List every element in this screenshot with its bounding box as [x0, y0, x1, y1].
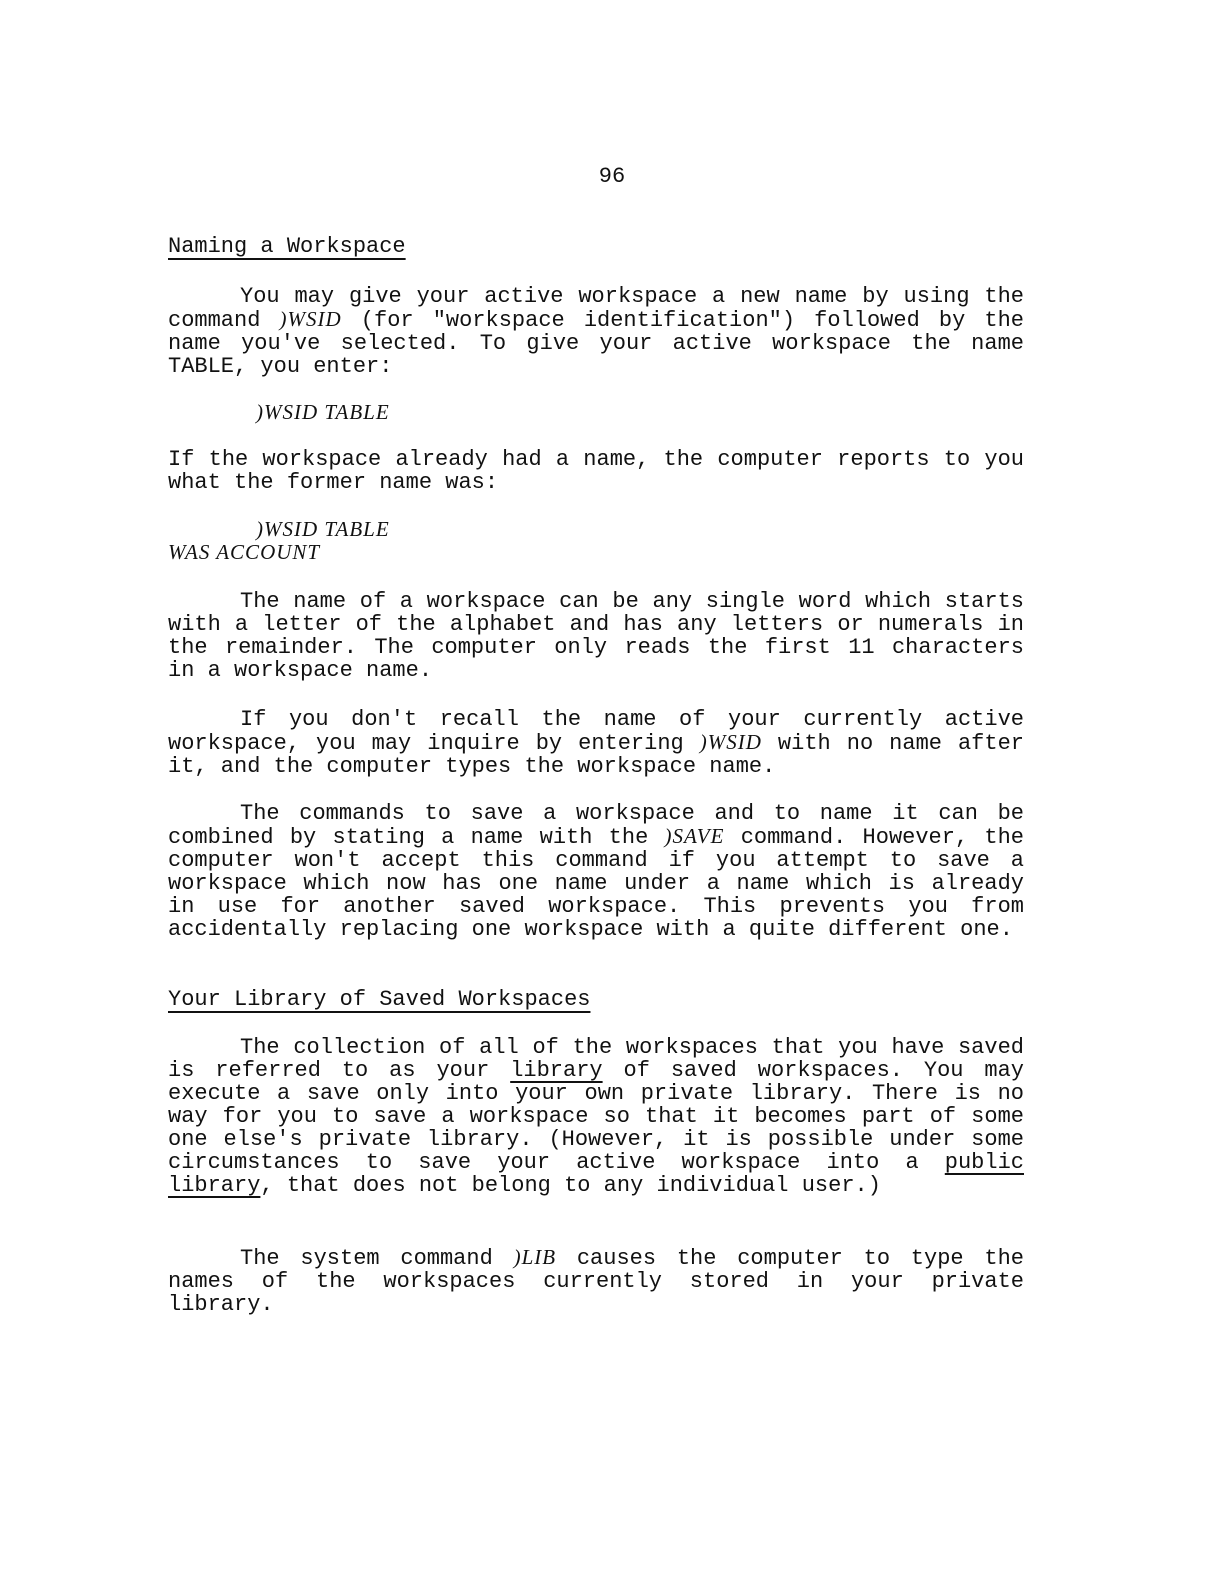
command-wsid: )WSID — [699, 730, 762, 754]
page-number: 96 — [598, 164, 626, 189]
paragraph-inquire-name: If you don't recall the name of your currently active workspace, you may inquire by entering )WSID with no name after it, and the computer types the workspace name. — [168, 707, 1024, 779]
example-response-line: WAS ACCOUNT — [168, 540, 321, 564]
paragraph-name-rules: The name of a workspace can be any single word which starts with a letter of the alphabet and has any letters or numerals in the remainder. The computer only reads the first 11 characters in a workspace name. — [168, 589, 1024, 683]
paragraph-wsid-intro: You may give your active workspace a new name by using the command )WSID (for "workspace identification") followed by the name you've selected. To give your active workspace the name TABLE, you enter: — [168, 284, 1025, 379]
command-save: )SAVE — [664, 824, 725, 848]
heading-library-saved-workspaces: Your Library of Saved Workspaces — [168, 987, 591, 1012]
term-library: library — [510, 1058, 603, 1083]
paragraph-lib-command: The system command )LIB causes the computer to type the names of the workspaces currently stored in your private library. — [168, 1245, 1025, 1317]
command-wsid: )WSID — [279, 307, 342, 331]
heading-naming-workspace: Naming a Workspace — [168, 234, 406, 259]
command-lib: )LIB — [513, 1245, 557, 1269]
paragraph-library-definition: The collection of all of the workspaces that you have saved is referred to as your library of saved workspaces. You may execute a save only into your own private library. There is no way for you to save a workspace so that it becomes part of some one else's private library. (However, it is possible under some circumstances to save your active workspace into a public library, that does not belong to any individual user.) — [168, 1035, 1024, 1198]
paragraph-save-and-name: The commands to save a workspace and to name it can be combined by stating a name with the )SAVE command. However, the computer won't accept this command if you attempt to save a workspace which now has one name under a name which is already in use for another saved workspace. This prevents you from accidentally replacing one workspace with a quite different one. — [168, 801, 1024, 942]
example-wsid-output — [168, 518, 1024, 564]
example-command-line: )WSID TABLE — [256, 517, 390, 541]
term-public-library: public library — [168, 1150, 1024, 1198]
paragraph-former-name: If the workspace already had a name, the computer reports to you what the former name was: — [168, 447, 1024, 495]
example-wsid-table: )WSID TABLE — [256, 400, 390, 424]
